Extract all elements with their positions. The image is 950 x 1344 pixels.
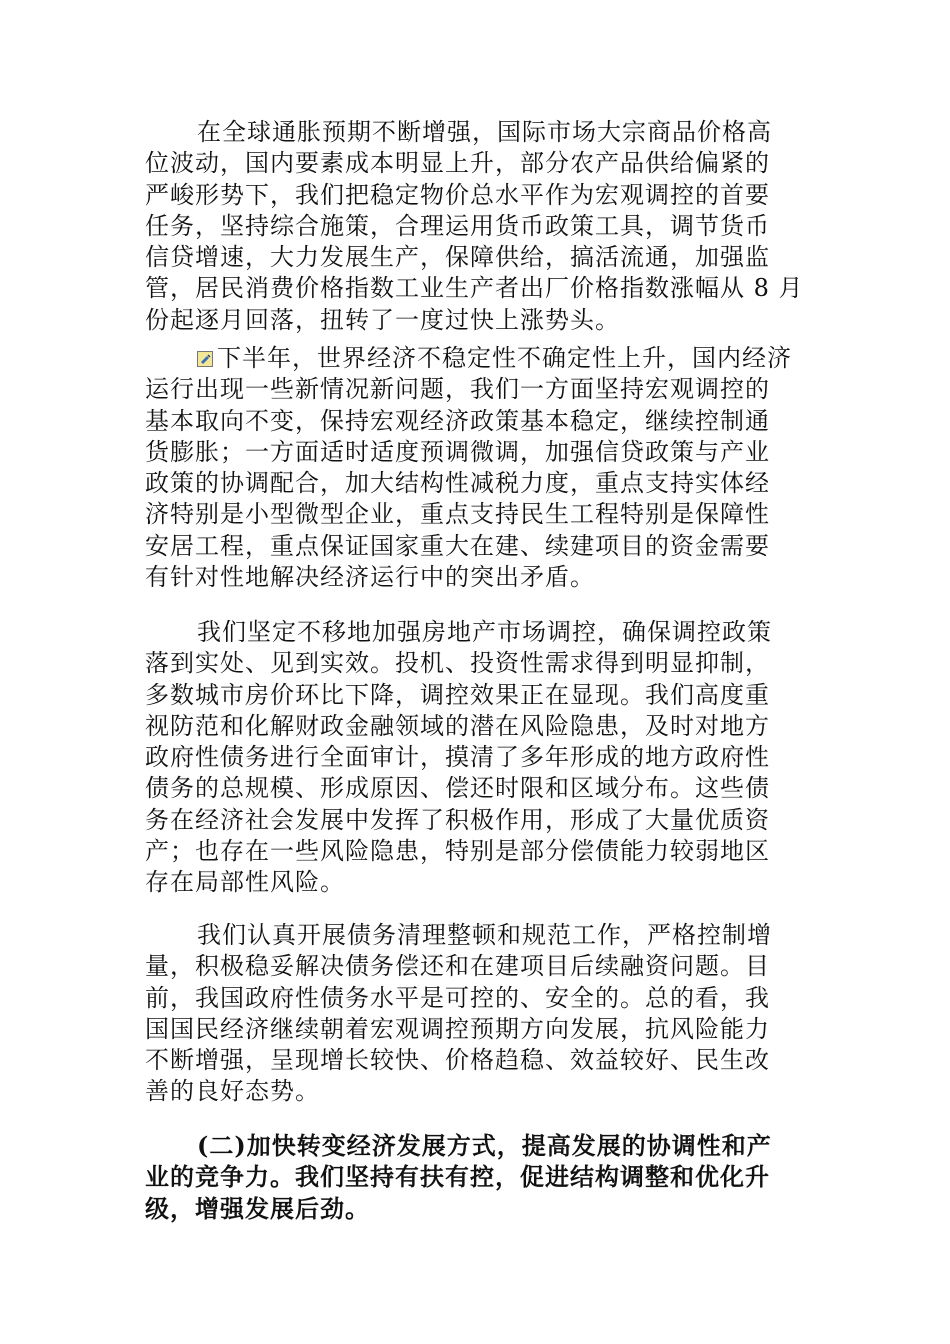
paragraph-line: 运行出现一些新情况新问题，我们一方面坚持宏观调控的: [145, 375, 770, 404]
paragraph-second-half-year: [145, 343, 805, 593]
heading-line: 业的竞争力。我们坚持有扶有控，促进结构调整和优化升: [145, 1162, 770, 1192]
paragraph-line: 份起逐月回落，扭转了一度过快上涨势头。: [145, 305, 620, 334]
paragraph-line: 务在经济社会发展中发挥了积极作用，形成了大量优质资: [145, 805, 770, 834]
paragraph-line: 位波动，国内要素成本明显上升，部分农产品供给偏紧的: [145, 149, 770, 178]
edit-mark-glyph: [198, 352, 212, 366]
paragraph-line: 有针对性地解决经济运行中的突出矛盾。: [145, 563, 595, 592]
heading-line: 级，增强发展后劲。: [145, 1193, 370, 1223]
paragraph-line: 政府性债务进行全面审计，摸清了多年形成的地方政府性: [145, 743, 770, 772]
paragraph-price-stability: [145, 117, 805, 336]
paragraph-line: 善的良好态势。: [145, 1077, 320, 1106]
paragraph-line: 债务的总规模、形成原因、偿还时限和区域分布。这些债: [145, 774, 770, 803]
paragraph-line: 视防范和化解财政金融领域的潜在风险隐患，及时对地方: [145, 711, 770, 740]
paragraph-line: 任务，坚持综合施策，合理运用货币政策工具，调节货币: [145, 211, 770, 240]
paragraph-line-text: 下半年，世界经济不稳定性不确定性上升，国内经济: [217, 344, 792, 372]
paragraph-line: 国国民经济继续朝着宏观调控预期方向发展，抗风险能力: [145, 1014, 770, 1043]
paragraph-real-estate-debt: [145, 617, 805, 899]
paragraph-line: 我们认真开展债务清理整顿和规范工作，严格控制增: [197, 921, 772, 949]
paragraph-line: 量，积极稳妥解决债务偿还和在建项目后续融资问题。目: [145, 952, 770, 981]
paragraph-line: 安居工程，重点保证国家重大在建、续建项目的资金需要: [145, 531, 770, 560]
paragraph-line: 存在局部性风险。: [145, 868, 345, 897]
paragraph-line: 产；也存在一些风险隐患，特别是部分偿债能力较弱地区: [145, 837, 770, 866]
paragraph-line: 多数城市房价环比下降，调控效果正在显现。我们高度重: [145, 680, 770, 709]
paragraph-line: 前，我国政府性债务水平是可控的、安全的。总的看，我: [145, 983, 770, 1012]
section-heading-development-mode: [145, 1130, 805, 1224]
paragraph-line: 信贷增速，大力发展生产，保障供给，搞活流通，加强监: [145, 243, 770, 272]
paragraph-line: 济特别是小型微型企业，重点支持民生工程特别是保障性: [145, 500, 770, 529]
paragraph-line: 管，居民消费价格指数工业生产者出厂价格指数涨幅从 8 月: [145, 274, 804, 303]
paragraph-line-with-marker: [145, 343, 805, 374]
paragraph-line: 在全球通胀预期不断增强，国际市场大宗商品价格高: [197, 118, 772, 146]
paragraph-line: 严峻形势下，我们把稳定物价总水平作为宏观调控的首要: [145, 180, 770, 209]
paragraph-line: 基本取向不变，保持宏观经济政策基本稳定，继续控制通: [145, 406, 770, 435]
paragraph-line: 落到实处、见到实效。投机、投资性需求得到明显抑制，: [145, 649, 770, 678]
heading-line: (二)加快转变经济发展方式，提高发展的协调性和产: [197, 1131, 772, 1160]
paragraph-line: 不断增强，呈现增长较快、价格趋稳、效益较好、民生改: [145, 1046, 770, 1075]
edit-mark-icon[interactable]: [197, 351, 213, 367]
paragraph-line: 货膨胀；一方面适时适度预调微调，加强信贷政策与产业: [145, 437, 770, 466]
paragraph-debt-cleanup: [145, 920, 805, 1108]
paragraph-line: 政策的协调配合，加大结构性减税力度，重点支持实体经: [145, 469, 770, 498]
paragraph-line: 我们坚定不移地加强房地产市场调控，确保调控政策: [197, 618, 772, 646]
